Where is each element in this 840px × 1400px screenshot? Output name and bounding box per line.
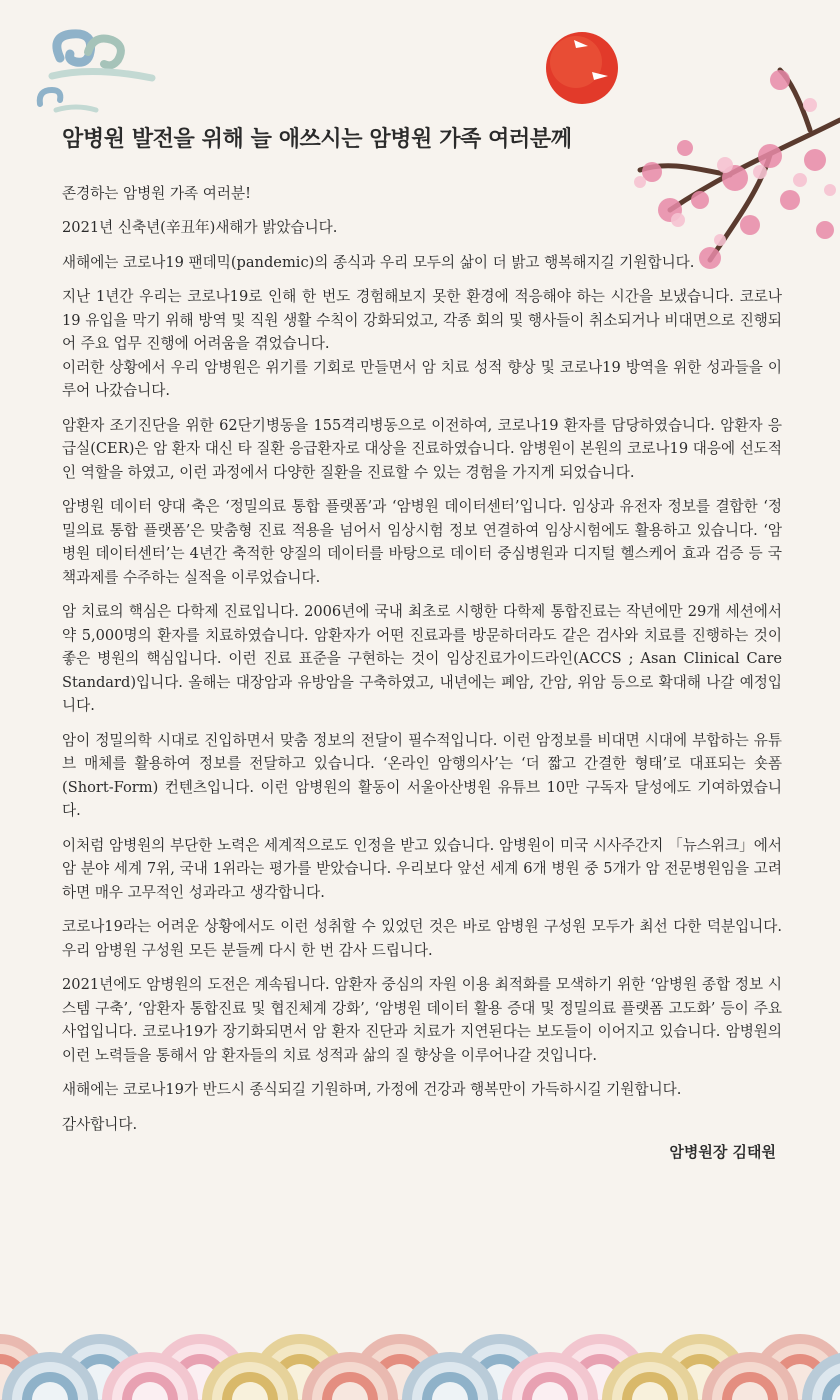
paragraph-past-year: 지난 1년간 우리는 코로나19로 인해 한 번도 경험해보지 못한 환경에 적응해야 하는 시간을 보냈습니다. 코로나19 유입을 막기 위해 방역 및 직원 생활 수칙이 강화되었고, 각종 회의 및 행사들이 취소되거나 비대면으로 진행되어 주요 업무 진행에 어려움을 겪었습니다. 이러한 상황에서 우리 암병원은 위기를 기회로 만들면서 암 치료 성적 향상 및 코로나19 방역을 위한 성과들을 이루어 나갔습니다. bbox=[62, 288, 782, 399]
paragraph-data: 암병원 데이터 양대 축은 ‘정밀의료 통합 플랫폼’과 ‘암병원 데이터센터’입니다. 임상과 유전자 정보를 결합한 ‘정밀의료 통합 플랫폼’은 맞춤형 진료 적용을 넘어서 임상시험 정보 연결하여 임상시험에도 활용하고 있습니다. ‘암병원 데이터센터’는 4년간 축적한 양질의 데이터를 바탕으로 데이터 중심병원과 디지털 헬스케어 효과 검증 등 국책과제를 수주하는 실적을 이루었습니다. bbox=[62, 498, 782, 586]
paragraph-closing-wish: 새해에는 코로나19가 반드시 종식되길 기원하며, 가정에 건강과 행복만이 가득하시길 기원합니다. bbox=[62, 1081, 682, 1098]
paragraph-multidisciplinary: 암 치료의 핵심은 다학제 진료입니다. 2006년에 국내 최초로 시행한 다학제 통합진료는 작년에만 29개 세션에서 약 5,000명의 환자를 치료하였습니다. 암환자가 어떤 진료과를 방문하더라도 같은 검사와 치료를 진행하는 것이 좋은 병원의 핵심입니다. 이런 진료 표준을 구현하는 것이 임상진료가이드라인(ACCS ; Asan Clinical Care Standard)입니다. 올해는 대장암과 유방암을 구축하였고, 내년에는 폐암, 간암, 위암 등으로 확대해 나갈 예정입니다. bbox=[62, 603, 782, 714]
paragraph-youtube: 암이 정밀의학 시대로 진입하면서 맞춤 정보의 전달이 필수적입니다. 이런 암정보를 비대면 시대에 부합하는 유튜브 매체를 활용하여 정보를 전달하고 있습니다. ‘온라인 암행의사’는 ‘더 짧고 간결한 형태’로 대표되는 숏폼(Short-Form) 컨텐츠입니다. 이런 암병원의 활동이 서울아산병원 유튜브 10만 구독자 달성에도 기여하였습니다. bbox=[62, 731, 782, 819]
paragraph-2021-plans: 2021년에도 암병원의 도전은 계속됩니다. 암환자 중심의 자원 이용 최적화를 모색하기 위한 ‘암병원 종합 정보 시스템 구축’, ‘암환자 통합진료 및 협진체계 강화’, ‘암병원 데이터 활용 증대 및 정밀의료 플랫폼 고도화’ 등이 주요 사업입니다. 코로나19가 장기화되면서 암 환자 진단과 치료가 지연된다는 보도들이 이어지고 있습니다. 암병원의 이런 노력들을 통해서 암 환자들의 치료 성적과 삶의 질 향상을 이루어나갈 것입니다. bbox=[62, 976, 782, 1064]
paragraph-thanks-staff: 코로나19라는 어려운 상황에서도 이런 성취할 수 있었던 것은 바로 암병원 구성원 모두가 최선 다한 덕분입니다. 우리 암병원 구성원 모든 분들께 다시 한 번 감사 드립니다. bbox=[62, 918, 782, 959]
cloud-swirl-decoration bbox=[30, 18, 170, 118]
letter-body bbox=[62, 128, 782, 1165]
paragraph-ward: 암환자 조기진단을 위한 62단기병동을 155격리병동으로 이전하여, 코로나19 환자를 담당하였습니다. 암환자 응급실(CER)은 암 환자 대신 타 질환 응급환자로 대상을 진료하였습니다. 암병원이 본원의 코로나19 대응에 선도적인 역할을 하였고, 이런 과정에서 다양한 질환을 진료할 수 있는 경험을 가지게 되었습니다. bbox=[62, 416, 782, 481]
letter-title: 암병원 발전을 위해 늘 애쓰시는 암병원 가족 여러분께 bbox=[62, 127, 572, 152]
paragraph-wish: 새해에는 코로나19 팬데믹(pandemic)의 종식과 우리 모두의 삶이 더 밝고 행복해지길 기원합니다. bbox=[62, 253, 695, 271]
signature: 암병원장 김태원 bbox=[669, 1143, 776, 1161]
paragraph-new-year: 2021년 신축년(辛丑年)새해가 밝았습니다. bbox=[62, 219, 338, 236]
paragraph-greeting: 존경하는 암병원 가족 여러분! bbox=[62, 184, 251, 202]
wave-pattern-decoration bbox=[0, 1322, 840, 1400]
paragraph-newsweek: 이처럼 암병원의 부단한 노력은 세계적으로도 인정을 받고 있습니다. 암병원이 미국 시사주간지 「뉴스위크」에서 암 분야 세계 7위, 국내 1위라는 평가를 받았습니다. 우리보다 앞선 세계 6개 병원 중 5개가 암 전문병원임을 고려하면 매우 고무적인 성과라고 생각합니다. bbox=[62, 836, 782, 901]
paragraph-thank-you: 감사합니다. bbox=[62, 1115, 138, 1133]
